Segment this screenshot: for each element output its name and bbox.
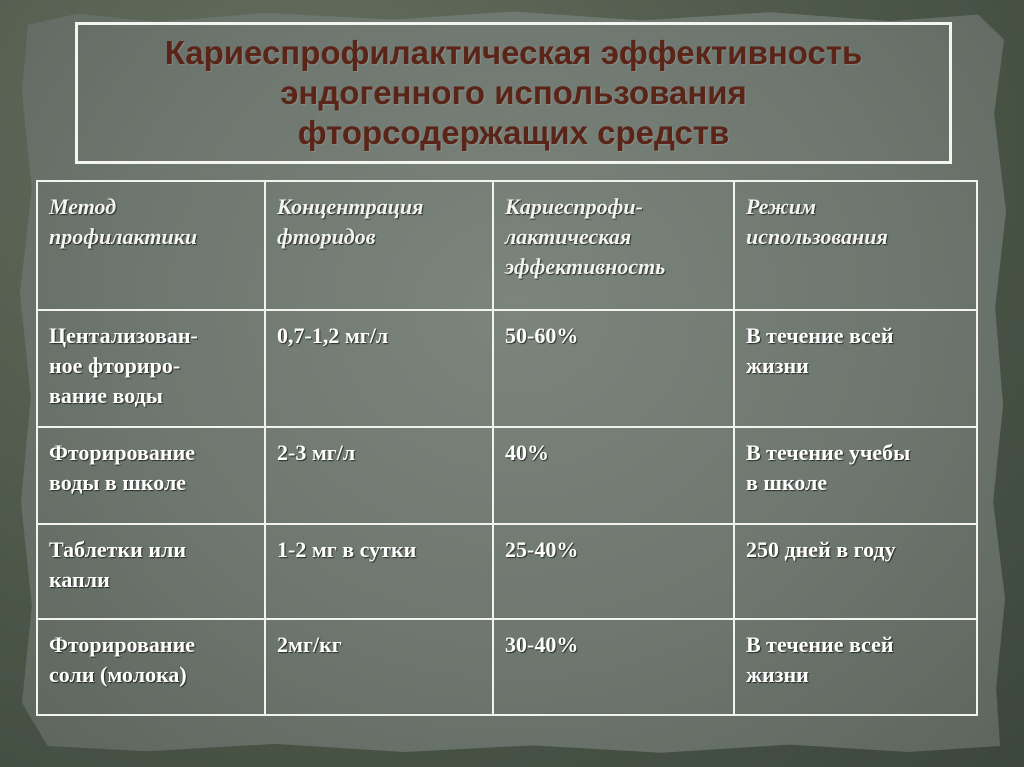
slide-title-line-1: Кариеспрофилактическая эффективность: [164, 34, 863, 71]
cell-regimen: В течение всей жизни: [734, 310, 977, 427]
cell-efficacy: 30-40%: [493, 619, 734, 715]
fluoride-efficacy-table: [36, 180, 978, 716]
cell-efficacy: 25-40%: [493, 524, 734, 619]
cell-concentration: 1-2 мг в сутки: [265, 524, 493, 619]
slide-title-line-2: эндогенного использования: [280, 74, 747, 111]
cell-regimen: В течение учебы в школе: [734, 427, 977, 524]
table-row: [37, 427, 977, 524]
cell-concentration: 2-3 мг/л: [265, 427, 493, 524]
cell-efficacy: 40%: [493, 427, 734, 524]
table-header-row: [37, 181, 977, 310]
header-regimen: Режим использования: [734, 181, 977, 310]
cell-method: Фторирование соли (молока): [37, 619, 265, 715]
header-concentration: Концентрация фторидов: [265, 181, 493, 310]
cell-method: Фторирование воды в школе: [37, 427, 265, 524]
cell-efficacy: 50-60%: [493, 310, 734, 427]
slide-title-line-3: фторсодержащих средств: [297, 114, 730, 151]
table-row: [37, 524, 977, 619]
table-row: [37, 310, 977, 427]
cell-method: Таблетки или капли: [37, 524, 265, 619]
table-row: [37, 619, 977, 715]
cell-method: Центализован- ное фториро- вание воды: [37, 310, 265, 427]
cell-regimen: В течение всей жизни: [734, 619, 977, 715]
header-method: Метод профилактики: [37, 181, 265, 310]
cell-concentration: 0,7-1,2 мг/л: [265, 310, 493, 427]
slide-title-box: [75, 22, 952, 164]
cell-concentration: 2мг/кг: [265, 619, 493, 715]
cell-regimen: 250 дней в году: [734, 524, 977, 619]
header-efficacy: Кариеспрофи- лактическая эффективность: [493, 181, 734, 310]
